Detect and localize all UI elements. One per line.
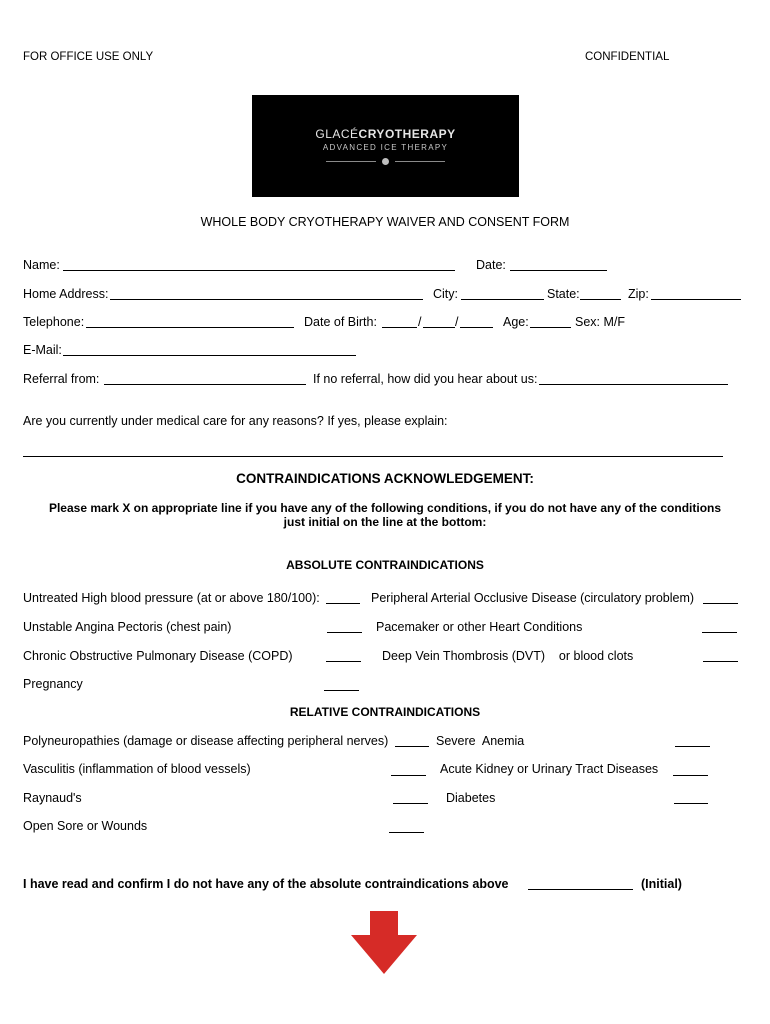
company-logo [252, 95, 519, 197]
dob-label: Date of Birth: [304, 315, 377, 329]
sex-label: Sex: M/F [575, 315, 626, 329]
vasculitis-mark-field[interactable] [391, 775, 426, 776]
logo-brand-left: GLACÉ [315, 127, 359, 141]
logo-brand [315, 127, 455, 141]
home-address-field[interactable] [110, 299, 423, 300]
pacemaker-mark-field[interactable] [702, 632, 737, 633]
form-title: WHOLE BODY CRYOTHERAPY WAIVER AND CONSENT FORM [200, 215, 570, 229]
condition-high-bp: Untreated High blood pressure (at or above 180/100): [23, 591, 320, 605]
telephone-field[interactable] [86, 327, 294, 328]
high-bp-mark-field[interactable] [326, 603, 360, 604]
instruction-line-1: Please mark X on appropriate line if you have any of the following conditions, if you do not have any of the conditions [48, 501, 722, 515]
absolute-heading: ABSOLUTE CONTRAINDICATIONS [286, 558, 484, 572]
referral-field[interactable] [104, 384, 306, 385]
pad-mark-field[interactable] [703, 603, 738, 604]
medical-care-question: Are you currently under medical care for any reasons? If yes, please explain: [23, 414, 448, 428]
date-label: Date: [476, 258, 506, 272]
anemia-mark-field[interactable] [675, 746, 710, 747]
snowflake-icon [382, 158, 389, 165]
condition-pregnancy: Pregnancy [23, 677, 83, 691]
angina-mark-field[interactable] [327, 632, 362, 633]
raynauds-mark-field[interactable] [393, 803, 428, 804]
email-field[interactable] [63, 355, 356, 356]
name-field[interactable] [63, 270, 455, 271]
condition-pad: Peripheral Arterial Occlusive Disease (circulatory problem) [371, 591, 695, 605]
age-field[interactable] [530, 327, 571, 328]
email-label: E-Mail: [23, 343, 62, 357]
dob-day-field[interactable] [423, 327, 455, 328]
pregnancy-mark-field[interactable] [324, 690, 359, 691]
date-field[interactable] [510, 270, 607, 271]
state-field[interactable] [580, 299, 621, 300]
zip-field[interactable] [651, 299, 741, 300]
copd-mark-field[interactable] [326, 661, 361, 662]
dob-separator: / [418, 315, 422, 329]
city-label: City: [433, 287, 458, 301]
state-label: State: [547, 287, 580, 301]
dob-separator: / [455, 315, 459, 329]
city-field[interactable] [461, 299, 544, 300]
dob-month-field[interactable] [382, 327, 417, 328]
polyneuropathies-mark-field[interactable] [395, 746, 429, 747]
no-referral-field[interactable] [539, 384, 728, 385]
initial-label: (Initial) [641, 877, 682, 891]
medical-care-field[interactable] [23, 456, 723, 457]
contraindications-heading: CONTRAINDICATIONS ACKNOWLEDGEMENT: [236, 471, 534, 486]
down-arrow-icon [351, 911, 417, 974]
condition-anemia: Severe Anemia [436, 734, 525, 748]
no-referral-label: If no referral, how did you hear about us: [313, 372, 538, 386]
condition-dvt: Deep Vein Thombrosis (DVT) or blood clots [382, 649, 634, 663]
open-sore-mark-field[interactable] [389, 832, 424, 833]
diabetes-mark-field[interactable] [674, 803, 708, 804]
logo-brand-right: CRYOTHERAPY [358, 127, 456, 141]
condition-open-sore: Open Sore or Wounds [23, 819, 148, 833]
condition-raynauds: Raynaud's [23, 791, 82, 805]
confirm-statement: I have read and confirm I do not have any of the absolute contraindications above [23, 877, 509, 891]
relative-heading: RELATIVE CONTRAINDICATIONS [289, 705, 481, 719]
logo-divider [326, 158, 445, 165]
condition-polyneuropathies: Polyneuropathies (damage or disease affecting peripheral nerves) [23, 734, 389, 748]
office-use-label: FOR OFFICE USE ONLY [23, 51, 154, 63]
home-address-label: Home Address: [23, 287, 109, 301]
logo-tagline: ADVANCED ICE THERAPY [322, 143, 449, 152]
instruction-line-2: just initial on the line at the bottom: [283, 515, 487, 529]
zip-label: Zip: [628, 287, 649, 301]
referral-label: Referral from: [23, 372, 100, 386]
name-label: Name: [23, 258, 60, 272]
condition-copd: Chronic Obstructive Pulmonary Disease (COPD) [23, 649, 293, 663]
condition-kidney: Acute Kidney or Urinary Tract Diseases [440, 762, 659, 776]
age-label: Age: [503, 315, 529, 329]
telephone-label: Telephone: [23, 315, 85, 329]
kidney-mark-field[interactable] [673, 775, 708, 776]
condition-diabetes: Diabetes [446, 791, 496, 805]
condition-pacemaker: Pacemaker or other Heart Conditions [376, 620, 583, 634]
confidential-label: CONFIDENTIAL [585, 51, 670, 63]
condition-angina: Unstable Angina Pectoris (chest pain) [23, 620, 232, 634]
initial-field[interactable] [528, 889, 633, 890]
dvt-mark-field[interactable] [703, 661, 738, 662]
condition-vasculitis: Vasculitis (inflammation of blood vessels) [23, 762, 251, 776]
dob-year-field[interactable] [460, 327, 493, 328]
